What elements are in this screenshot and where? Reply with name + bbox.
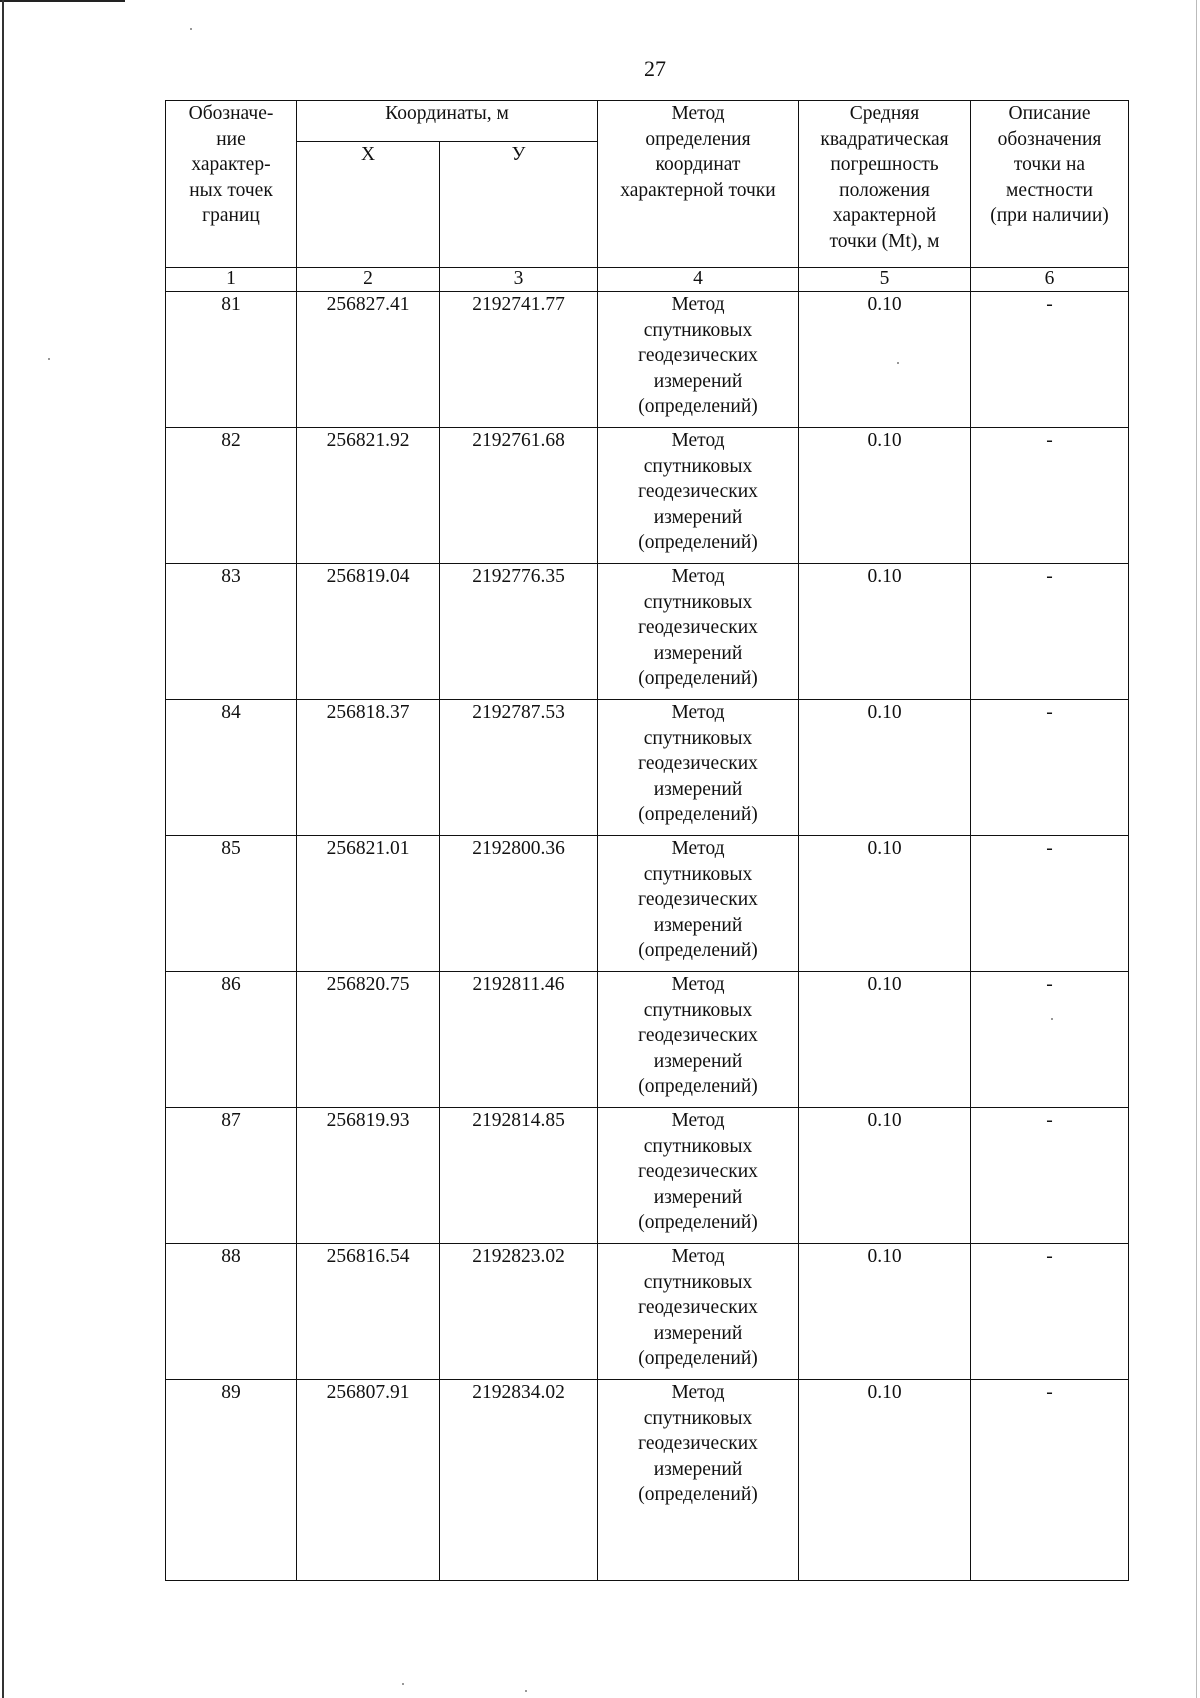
scan-edge-left (2, 0, 4, 1698)
cell-point: 85 (166, 836, 297, 972)
cell-description: - (971, 564, 1129, 700)
cell-error: 0.10 (799, 1380, 971, 1581)
cell-x: 256821.92 (297, 428, 440, 564)
header-error: Средняя квадратическая погрешность положения характерной точки (Mt), м (799, 101, 971, 268)
scan-edge-right (1196, 0, 1197, 1698)
cell-method: Метод спутниковых геодезических измерений (определений) (598, 428, 799, 564)
cell-y: 2192800.36 (440, 836, 598, 972)
cell-y: 2192834.02 (440, 1380, 598, 1581)
cell-point: 83 (166, 564, 297, 700)
column-number: 5 (799, 268, 971, 292)
cell-method: Метод спутниковых геодезических измерений (определений) (598, 1108, 799, 1244)
header-x: Х (297, 142, 440, 268)
table-row (166, 428, 1129, 564)
cell-x: 256818.37 (297, 700, 440, 836)
cell-description: - (971, 428, 1129, 564)
column-number: 3 (440, 268, 598, 292)
cell-x: 256820.75 (297, 972, 440, 1108)
column-number: 1 (166, 268, 297, 292)
table-header-row (166, 101, 1129, 142)
cell-method: Метод спутниковых геодезических измерений (определений) (598, 700, 799, 836)
cell-x: 256819.04 (297, 564, 440, 700)
cell-method: Метод спутниковых геодезических измерений (определений) (598, 564, 799, 700)
cell-description: - (971, 1244, 1129, 1380)
scan-speck (48, 358, 50, 360)
cell-error: 0.10 (799, 428, 971, 564)
cell-y: 2192776.35 (440, 564, 598, 700)
cell-y: 2192761.68 (440, 428, 598, 564)
cell-error: 0.10 (799, 700, 971, 836)
header-method: Метод определения координат характерной точки (598, 101, 799, 268)
cell-y: 2192741.77 (440, 292, 598, 428)
cell-method: Метод спутниковых геодезических измерений (определений) (598, 1244, 799, 1380)
cell-x: 256819.93 (297, 1108, 440, 1244)
table-row (166, 292, 1129, 428)
cell-error: 0.10 (799, 292, 971, 428)
cell-description: - (971, 972, 1129, 1108)
cell-x: 256807.91 (297, 1380, 440, 1581)
cell-description: - (971, 292, 1129, 428)
cell-error: 0.10 (799, 836, 971, 972)
column-number: 6 (971, 268, 1129, 292)
scan-speck (402, 1683, 404, 1685)
table-row (166, 564, 1129, 700)
column-number-row (166, 268, 1129, 292)
cell-point: 88 (166, 1244, 297, 1380)
cell-error: 0.10 (799, 1108, 971, 1244)
table-row (166, 1108, 1129, 1244)
scan-speck (525, 1690, 527, 1692)
column-number: 2 (297, 268, 440, 292)
cell-method: Метод спутниковых геодезических измерений (определений) (598, 836, 799, 972)
header-coordinates: Координаты, м (297, 101, 598, 142)
header-y: У (440, 142, 598, 268)
cell-y: 2192823.02 (440, 1244, 598, 1380)
table-row (166, 1380, 1129, 1581)
column-number: 4 (598, 268, 799, 292)
cell-error: 0.10 (799, 972, 971, 1108)
table-row (166, 1244, 1129, 1380)
cell-method: Метод спутниковых геодезических измерений (определений) (598, 1380, 799, 1581)
cell-x: 256821.01 (297, 836, 440, 972)
table-row (166, 836, 1129, 972)
cell-y: 2192814.85 (440, 1108, 598, 1244)
cell-point: 89 (166, 1380, 297, 1581)
cell-point: 84 (166, 700, 297, 836)
cell-description: - (971, 1108, 1129, 1244)
cell-point: 82 (166, 428, 297, 564)
cell-y: 2192811.46 (440, 972, 598, 1108)
cell-description: - (971, 700, 1129, 836)
cell-x: 256827.41 (297, 292, 440, 428)
scan-edge-top (0, 0, 125, 2)
cell-point: 86 (166, 972, 297, 1108)
cell-error: 0.10 (799, 564, 971, 700)
header-description: Описание обозначения точки на местности (при наличии) (971, 101, 1129, 268)
cell-y: 2192787.53 (440, 700, 598, 836)
cell-x: 256816.54 (297, 1244, 440, 1380)
header-point: Обозначе- ние характер- ных точек границ (166, 101, 297, 268)
coordinates-table (165, 100, 1129, 1581)
cell-point: 87 (166, 1108, 297, 1244)
scan-speck (190, 28, 192, 30)
page-number: 27 (644, 56, 666, 81)
cell-error: 0.10 (799, 1244, 971, 1380)
cell-method: Метод спутниковых геодезических измерений (определений) (598, 972, 799, 1108)
table-row (166, 972, 1129, 1108)
cell-method: Метод спутниковых геодезических измерений (определений) (598, 292, 799, 428)
table-row (166, 700, 1129, 836)
cell-description: - (971, 1380, 1129, 1581)
cell-point: 81 (166, 292, 297, 428)
cell-description: - (971, 836, 1129, 972)
